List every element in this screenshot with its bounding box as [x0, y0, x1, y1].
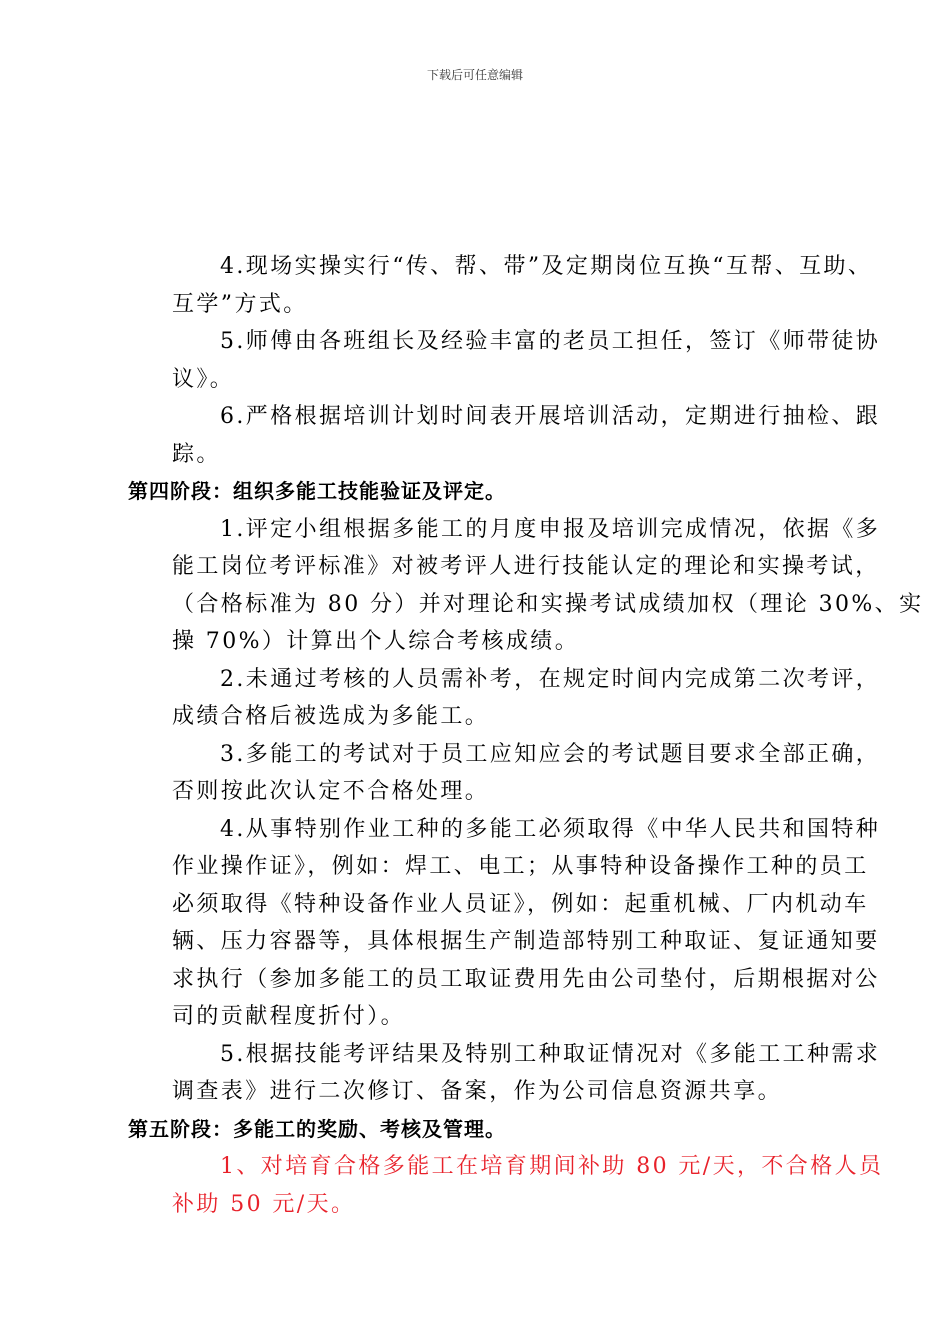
text-line: 5.根据技能考评结果及特别工种取证情况对《多能工工种需求 — [220, 1041, 881, 1067]
text-line: 4.从事特别作业工种的多能工必须取得《中华人民共和国特种 — [220, 816, 881, 842]
text-line: 1、对培育合格多能工在培育期间补助 80 元/天，不合格人员 — [220, 1154, 884, 1179]
text-line: 3.多能工的考试对于员工应知应会的考试题目要求全部正确， — [220, 741, 881, 767]
paragraph-subsidy-highlight — [128, 1148, 884, 1223]
page-header-note: 下载后可任意编辑 — [426, 68, 523, 82]
text-line: 否则按此次认定不合格处理。 — [172, 779, 490, 804]
section-heading-stage-five: 第五阶段：多能工的奖励、考核及管理。 — [128, 1116, 506, 1141]
section-heading-stage-four: 第四阶段：组织多能工技能验证及评定。 — [128, 479, 506, 503]
text-line: 求执行（参加多能工的员工取证费用先由公司垫付，后期根据对公 — [172, 966, 880, 992]
paragraph-evaluation — [128, 511, 924, 661]
text-line: 司的贡献程度折付）。 — [172, 1004, 406, 1029]
text-line: 互学”方式。 — [172, 291, 308, 317]
text-line: 2.未通过考核的人员需补考，在规定时间内完成第二次考评， — [220, 666, 881, 692]
text-line: 操 70%）计算出个人综合考核成绩。 — [172, 629, 580, 654]
text-line: 作业操作证》，例如：焊工、电工；从事特种设备操作工种的员工 — [172, 854, 869, 879]
text-line: 6.严格根据培训计划时间表开展培训活动，定期进行抽检、跟 — [220, 404, 881, 429]
text-line: 补助 50 元/天。 — [172, 1191, 356, 1217]
text-line: 4.现场实操实行“传、帮、带”及定期岗位互换“互帮、互助、 — [220, 254, 873, 279]
document-body — [128, 248, 924, 1223]
text-line: 1.评定小组根据多能工的月度申报及培训完成情况，依据《多 — [220, 516, 881, 542]
paragraph-mentor — [128, 323, 881, 398]
paragraph-special-certification — [128, 811, 881, 1036]
paragraph-training-schedule — [128, 398, 881, 473]
text-line: （合格标准为 80 分）并对理论和实操考试成绩加权（理论 30%、实 — [172, 591, 924, 617]
paragraph-revision — [128, 1036, 881, 1111]
text-line: 踪。 — [172, 441, 221, 467]
text-line: 必须取得《特种设备作业人员证》，例如：起重机械、厂内机动车 — [172, 891, 869, 917]
paragraph-exam-requirement — [128, 736, 881, 811]
text-line: 辆、压力容器等，具体根据生产制造部特别工种取证、复证通知要 — [172, 929, 880, 954]
text-line: 成绩合格后被选成为多能工。 — [172, 704, 490, 729]
text-line: 5.师傅由各班组长及经验丰富的老员工担任，签订《师带徒协 — [220, 329, 881, 354]
paragraph-onsite-practice — [128, 248, 873, 323]
paragraph-retest — [128, 661, 881, 736]
text-line: 能工岗位考评标准》对被考评人进行技能认定的理论和实操考试， — [172, 554, 880, 579]
text-line: 调查表》进行二次修订、备案，作为公司信息资源共享。 — [172, 1079, 783, 1104]
text-line: 议》。 — [172, 366, 235, 392]
